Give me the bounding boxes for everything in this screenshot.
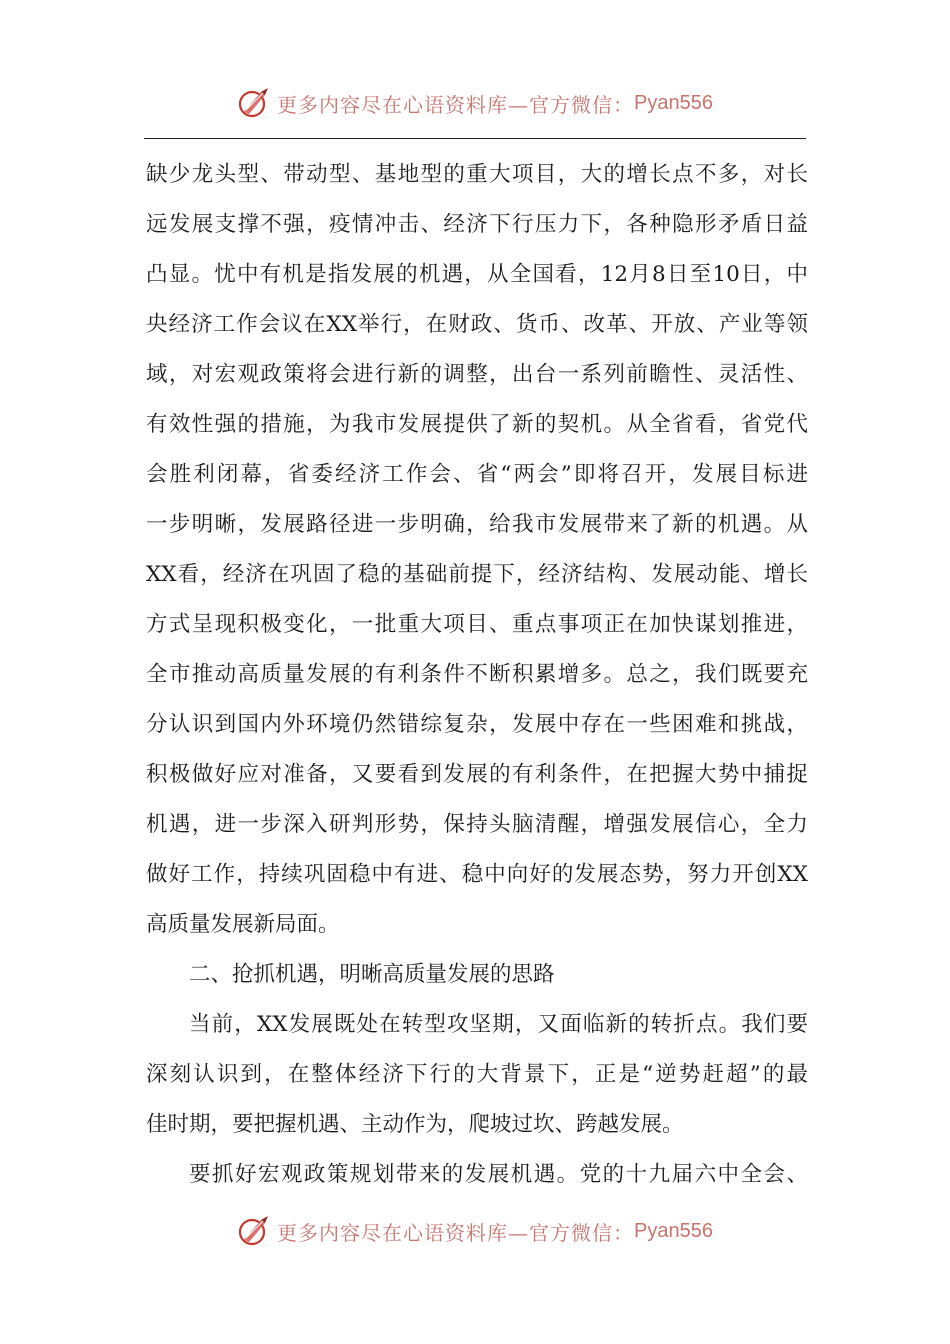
text-line: 央经济工作会议在XX举行，在财政、货币、改革、开放、产业等领 bbox=[146, 312, 808, 337]
text-line: 凸显。忧中有机是指发展的机遇，从全国看，12月8日至10日，中 bbox=[146, 262, 808, 287]
text-line: 全市推动高质量发展的有利条件不断积累增多。总之，我们既要充 bbox=[146, 662, 808, 687]
footer-banner bbox=[0, 1211, 950, 1251]
text-line: 当前，XX发展既处在转型攻坚期，又面临新的转折点。我们要 bbox=[189, 1012, 808, 1037]
text-line: 有效性强的措施，为我市发展提供了新的契机。从全省看，省党代 bbox=[146, 412, 808, 437]
text-line: 高质量发展新局面。 bbox=[146, 912, 340, 937]
text-line: 方式呈现积极变化，一批重大项目、重点事项正在加快谋划推进， bbox=[146, 612, 808, 637]
text-line: 域，对宏观政策将会进行新的调整，出台一系列前瞻性、灵活性、 bbox=[146, 362, 808, 387]
header-banner bbox=[0, 83, 950, 123]
header-banner-text: 更多内容尽在心语资料库—官方微信： bbox=[277, 92, 635, 117]
text-line: 积极做好应对准备，又要看到发展的有利条件，在把握大势中捕捉 bbox=[146, 762, 808, 787]
quill-pen-logo-icon bbox=[237, 86, 271, 120]
text-line: 做好工作，持续巩固稳中有进、稳中向好的发展态势，努力开创XX bbox=[146, 862, 808, 887]
text-line: 分认识到国内外环境仍然错综复杂，发展中存在一些困难和挑战， bbox=[146, 712, 808, 737]
footer-banner-wechat-id: Pyan556 bbox=[634, 1219, 713, 1242]
text-line: 佳时期，要把握机遇、主动作为，爬坡过坎、跨越发展。 bbox=[146, 1112, 684, 1137]
document-body bbox=[146, 150, 808, 1200]
text-line: 深刻认识到，在整体经济下行的大背景下，正是“逆势赶超”的最 bbox=[146, 1062, 808, 1087]
text-line: 一步明晰，发展路径进一步明确，给我市发展带来了新的机遇。从 bbox=[146, 512, 808, 537]
footer-banner-text: 更多内容尽在心语资料库—官方微信： bbox=[277, 1220, 635, 1245]
header-divider bbox=[144, 138, 806, 139]
text-line: 要抓好宏观政策规划带来的发展机遇。党的十九届六中全会、 bbox=[189, 1162, 808, 1187]
quill-pen-logo-icon bbox=[237, 1214, 271, 1248]
section-heading: 二、抢抓机遇，明晰高质量发展的思路 bbox=[189, 962, 555, 987]
text-line: 缺少龙头型、带动型、基地型的重大项目，大的增长点不多，对长 bbox=[146, 162, 808, 187]
text-line: 会胜利闭幕，省委经济工作会、省“两会”即将召开，发展目标进 bbox=[146, 462, 808, 487]
text-line: 远发展支撑不强，疫情冲击、经济下行压力下，各种隐形矛盾日益 bbox=[146, 212, 808, 237]
text-line: XX看，经济在巩固了稳的基础前提下，经济结构、发展动能、增长 bbox=[146, 562, 808, 587]
text-line: 机遇，进一步深入研判形势，保持头脑清醒，增强发展信心，全力 bbox=[146, 812, 808, 837]
header-banner-wechat-id: Pyan556 bbox=[634, 91, 713, 114]
